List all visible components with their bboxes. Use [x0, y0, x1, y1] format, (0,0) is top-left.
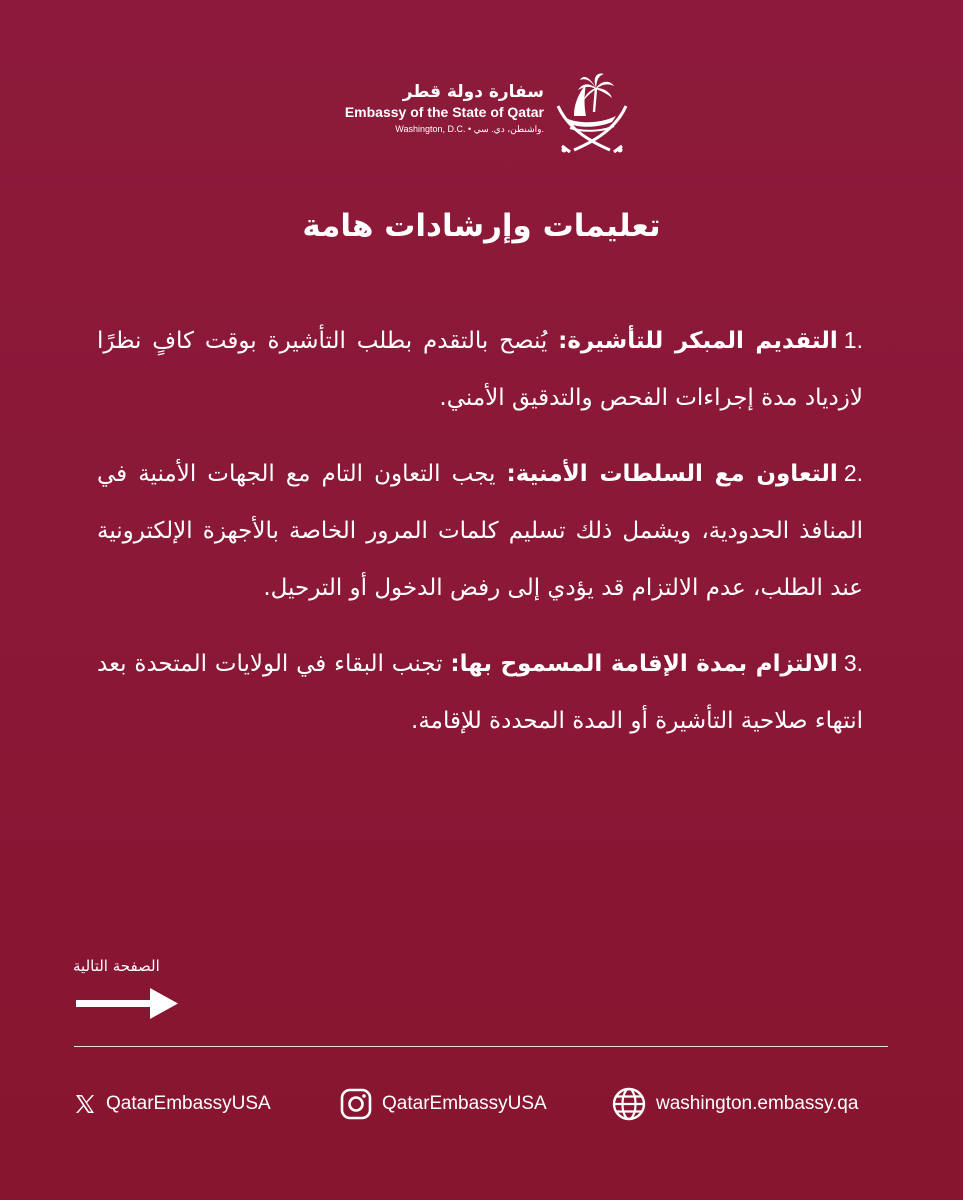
logo-english-name: Embassy of the State of Qatar: [344, 104, 544, 120]
footer-divider: [74, 1046, 888, 1047]
logo-text: [334, 82, 544, 136]
page-title: تعليمات وإرشادات هامة: [302, 208, 661, 244]
instagram-handle: QatarEmbassyUSA: [382, 1093, 547, 1114]
item-text: يُنصح بالتقدم بطلب التأشيرة بوقت كافٍ نظرًا لازدياد مدة إجراءات الفحص والتدقيق الأمني.: [97, 328, 863, 411]
instagram-link[interactable]: [340, 1084, 547, 1124]
qatar-emblem-icon: [552, 66, 632, 156]
website-url: washington.embassy.qa: [656, 1093, 859, 1114]
item-heading: التقديم المبكر للتأشيرة:: [558, 328, 838, 354]
x-handle: QatarEmbassyUSA: [106, 1093, 271, 1114]
x-link[interactable]: [74, 1084, 271, 1124]
item-heading: الالتزام بمدة الإقامة المسموح بها:: [450, 651, 838, 677]
instagram-icon: [340, 1088, 372, 1120]
logo-arabic-name: سفارة دولة قطر: [402, 82, 544, 102]
item-number: .1: [843, 327, 863, 353]
arrow-right-icon: [74, 985, 180, 1025]
globe-icon: [612, 1087, 646, 1121]
item-text: تجنب البقاء في الولايات المتحدة بعد انتهاء صلاحية التأشيرة أو المدة المحددة للإقامة.: [97, 651, 863, 734]
logo-location: Washington, D.C. • واشنطن، دي. سي.: [395, 124, 544, 134]
embassy-logo: [330, 66, 640, 156]
instruction-list: [97, 312, 863, 768]
item-number: .2: [843, 460, 863, 486]
instruction-item: [97, 635, 863, 750]
next-page-link[interactable]: [72, 955, 192, 1035]
website-link[interactable]: [612, 1084, 858, 1124]
instruction-item: [97, 445, 863, 617]
footer: [0, 1084, 963, 1124]
next-page-label: الصفحة التالية: [73, 957, 160, 975]
instruction-item: [97, 312, 863, 427]
item-number: .3: [843, 650, 863, 676]
item-text: يجب التعاون التام مع الجهات الأمنية في المنافذ الحدودية، ويشمل ذلك تسليم كلمات المرور الخاصة بالأجهزة الإلكترونية عند الطلب، عدم الالتزام قد يؤدي إلى رفض الدخول أو الترحيل.: [97, 461, 863, 601]
x-logo-icon: [74, 1093, 96, 1115]
item-heading: التعاون مع السلطات الأمنية:: [506, 461, 838, 487]
